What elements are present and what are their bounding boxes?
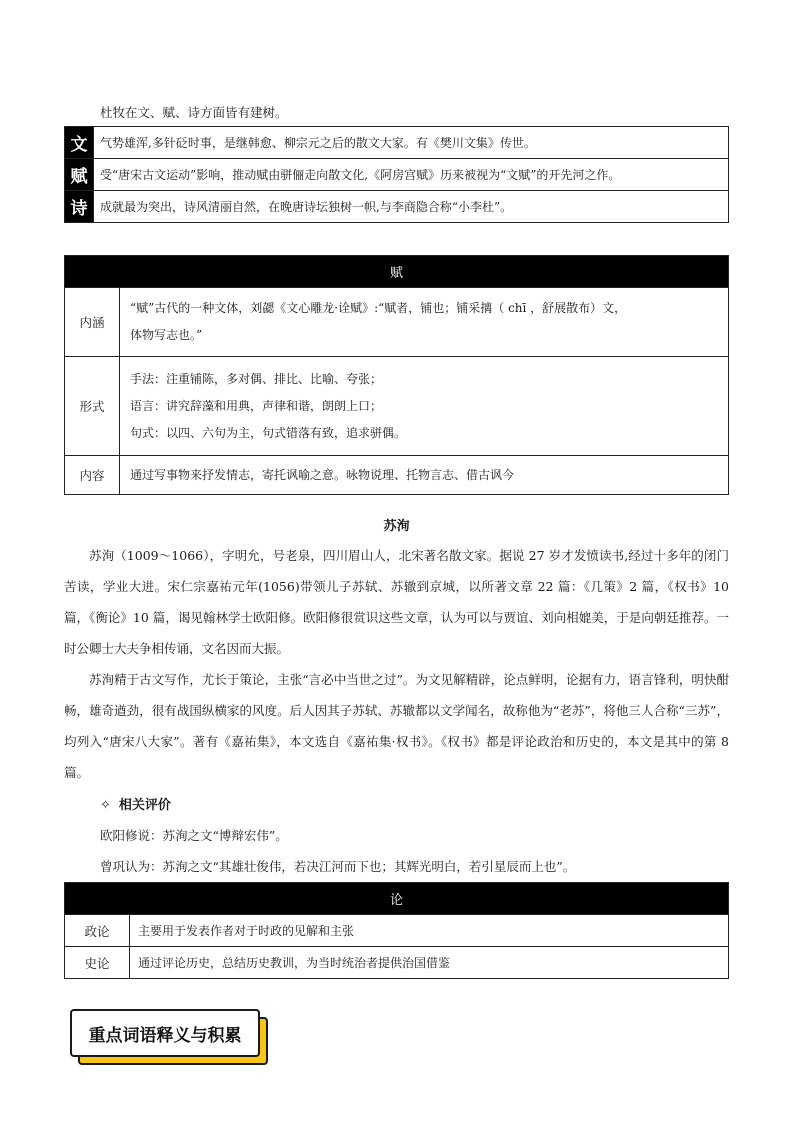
section-title-su-xun: 苏洵: [383, 519, 410, 534]
lun-table-header: 论: [65, 883, 729, 915]
row-text-neirong: 通过写事物来抒发情志，寄托讽喻之意。咏物说理、托物言志、借古讽今: [120, 456, 729, 495]
table-header-row: [65, 883, 729, 915]
row-text-zhenglun: 主要用于发表作者对于时政的见解和主张: [130, 915, 729, 947]
xingshi-line-2: 语言：讲究辞藻和用典，声律和谐，朗朗上口；: [130, 398, 383, 413]
row-text-shi: 成就最为突出，诗风清丽自然，在晚唐诗坛独树一帜,与李商隐合称“小李杜”。: [94, 191, 729, 223]
fu-table-header: 赋: [65, 256, 729, 288]
table-row: [65, 288, 729, 357]
row-key-shi: 诗: [65, 191, 94, 223]
row-key-neirong: 内容: [65, 456, 120, 495]
related-evaluation-heading: [100, 794, 171, 813]
xingshi-line-3: 句式：以四、六句为主，句式错落有致，追求骈偶。: [130, 425, 407, 440]
su-xun-paragraph-1: 苏洵（1009～1066），字明允，号老泉，四川眉山人，北宋著名散文家。据说 27 岁才发愤读书,经过十多年的闭门苦读，学业大进。宋仁宗嘉祐元年(1056)带领儿子苏轼、苏辙到京城，以所著文章 22 篇：《几策》2 篇，《权书》10 篇，《衡论》10 篇，谒见翰林学士欧阳修。欧阳修很赏识这些文章，认为可以与贾谊、刘向相媲美，于是向朝廷推荐。一时公卿士大夫争相传诵，文名因而大振。: [64, 548, 729, 656]
du-mu-achievements-table: [64, 126, 729, 223]
intro-line: 杜牧在文、赋、诗方面皆有建树。: [100, 105, 288, 120]
xingshi-line-1: 手法：注重铺陈，多对偶、排比、比喻、夸张；: [130, 371, 383, 386]
table-row: [65, 947, 729, 979]
row-key-xingshi: 形式: [65, 357, 120, 456]
table-row: [65, 191, 729, 223]
neihan-line-2: 体物写志也。”: [130, 328, 203, 342]
row-text-neihan: [120, 288, 729, 357]
row-key-neihan: 内涵: [65, 288, 120, 357]
related-evaluation-title: 相关评价: [118, 798, 171, 813]
row-text-xingshi: [120, 357, 729, 456]
table-header-row: [65, 256, 729, 288]
table-row: [65, 159, 729, 191]
row-key-wen: 文: [65, 127, 94, 159]
row-text-wen: 气势雄浑,多针砭时事，是继韩愈、柳宗元之后的散文大家。有《樊川文集》传世。: [94, 127, 729, 159]
fu-table: [64, 255, 729, 495]
lun-table: [64, 882, 729, 979]
table-row: [65, 357, 729, 456]
row-text-shilun: 通过评论历史，总结历史教训，为当时统治者提供治国借鉴: [130, 947, 729, 979]
evaluation-ouyang-xiu: 欧阳修说：苏洵之文“博辩宏伟”。: [100, 828, 288, 843]
row-key-shilun: 史论: [65, 947, 130, 979]
section-heading-badge: 重点词语释义与积累: [70, 1009, 260, 1057]
row-key-zhenglun: 政论: [65, 915, 130, 947]
neihan-line-1: “赋”古代的一种文体，刘勰《文心雕龙·诠赋》:“赋者，铺也；铺采摛（ chī ，舒展散布）文，: [130, 301, 627, 315]
table-row: [65, 127, 729, 159]
evaluation-zeng-gong: 曾巩认为：苏洵之文“其雄壮俊伟，若决江河而下也；其辉光明白，若引星辰而上也”。: [100, 859, 576, 874]
row-text-fu: 受“唐宋古文运动”影响，推动赋由骈俪走向散文化,《阿房宫赋》历来被视为“文赋”的开先河之作。: [94, 159, 729, 191]
diamond-bullet-icon: ✧: [100, 798, 111, 813]
su-xun-paragraph-2: 苏洵精于古文写作，尤长于策论，主张“言必中当世之过”。为文见解精辟，论点鲜明，论据有力，语言锋利，明快酣畅，雄奇遒劲，很有战国纵横家的风度。后人因其子苏轼、苏辙都以文学闻名，故称他为“老苏”，将他三人合称“三苏”，均列入“唐宋八大家”。著有《嘉祐集》，本文选自《嘉祐集·权书》。《权书》都是评论政治和历史的，本文是其中的第 8 篇。: [64, 672, 729, 780]
table-row: [65, 915, 729, 947]
row-key-fu: 赋: [65, 159, 94, 191]
table-row: [65, 456, 729, 495]
